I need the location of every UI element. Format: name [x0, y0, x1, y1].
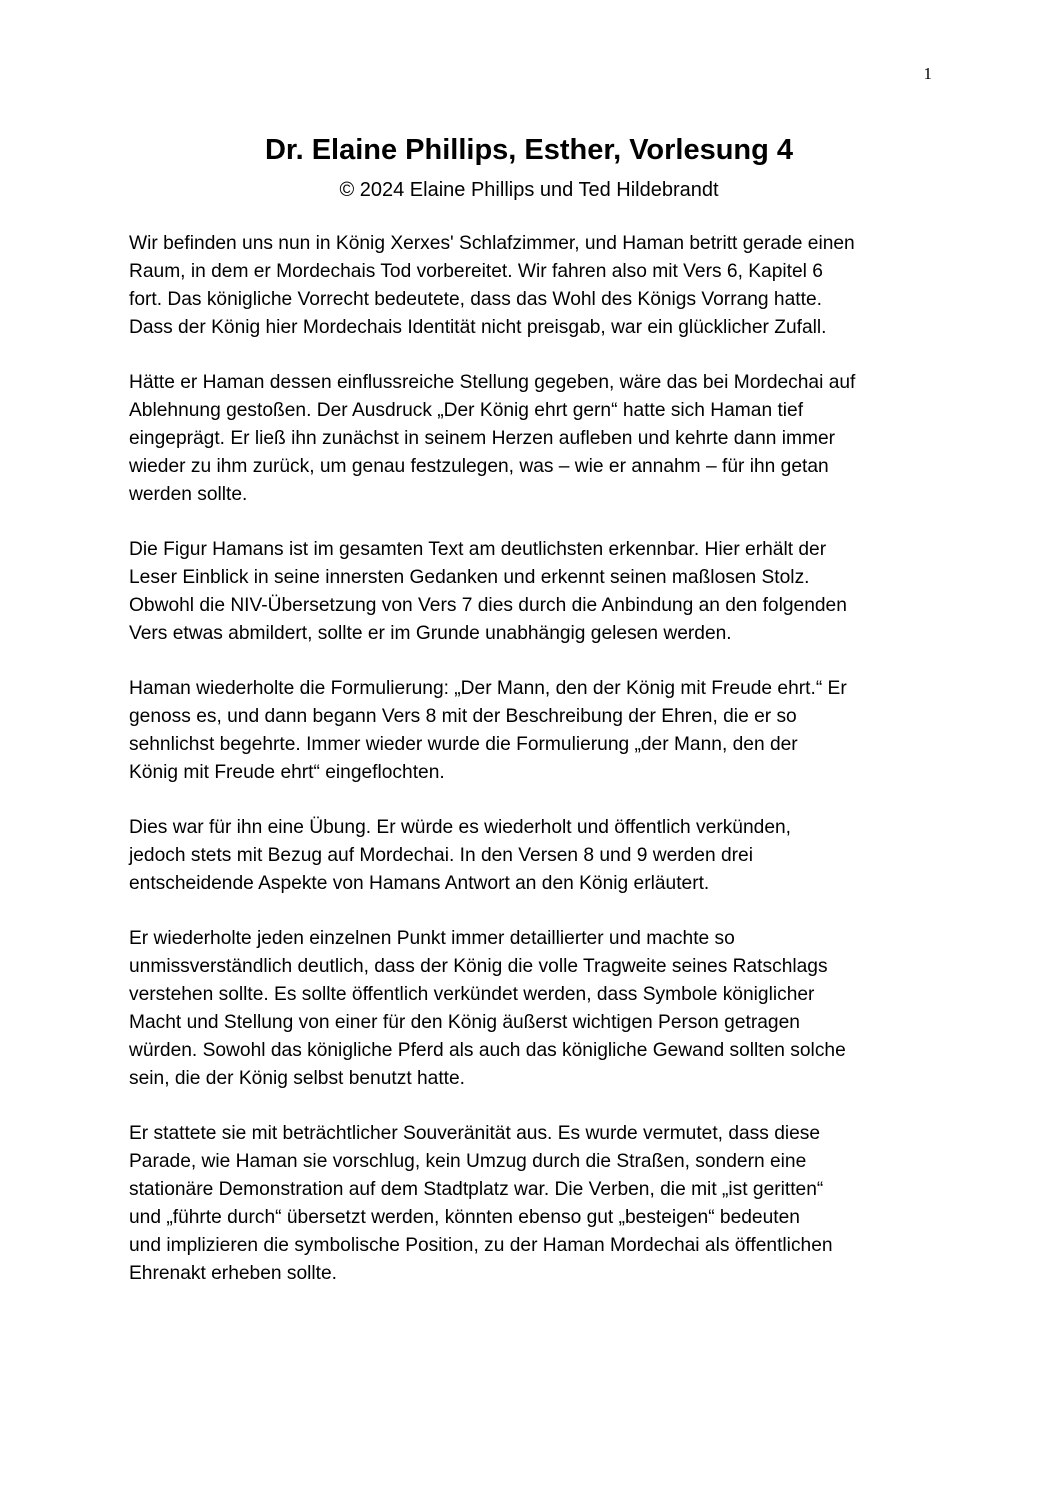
text-line: jedoch stets mit Bezug auf Mordechai. In den Versen 8 und 9 werden drei: [129, 845, 753, 866]
document-title: Dr. Elaine Phillips, Esther, Vorlesung 4: [264, 134, 794, 166]
paragraph: [129, 536, 931, 648]
text-line: sehnlichst begehrte. Immer wieder wurde die Formulierung „der Mann, den der: [129, 734, 798, 755]
page-number: 1: [923, 64, 932, 83]
text-line: Ehrenakt erheben sollte.: [129, 1263, 337, 1284]
text-line: Macht und Stellung von einer für den König äußerst wichtigen Person getragen: [129, 1012, 800, 1033]
text-line: stationäre Demonstration auf dem Stadtplatz war. Die Verben, die mit „ist geritten“: [129, 1179, 824, 1200]
text-line: wieder zu ihm zurück, um genau festzulegen, was – wie er annahm – für ihn getan: [129, 456, 829, 477]
text-line: Raum, in dem er Mordechais Tod vorbereitet. Wir fahren also mit Vers 6, Kapitel 6: [129, 261, 823, 282]
text-line: Vers etwas abmildert, sollte er im Grunde unabhängig gelesen werden.: [129, 623, 732, 644]
text-line: Haman wiederholte die Formulierung: „Der Mann, den der König mit Freude ehrt.“ Er: [129, 678, 847, 699]
text-line: Ablehnung gestoßen. Der Ausdruck „Der König ehrt gern“ hatte sich Haman tief: [129, 400, 804, 421]
text-line: Obwohl die NIV-Übersetzung von Vers 7 dies durch die Anbindung an den folgenden: [129, 595, 847, 616]
text-line: Dies war für ihn eine Übung. Er würde es wiederholt und öffentlich verkünden,: [129, 817, 791, 838]
text-line: Parade, wie Haman sie vorschlug, kein Umzug durch die Straßen, sondern eine: [129, 1151, 807, 1172]
copyright-line: © 2024 Elaine Phillips und Ted Hildebrandt: [339, 179, 719, 201]
text-line: Leser Einblick in seine innersten Gedanken und erkennt seinen maßlosen Stolz.: [129, 567, 810, 588]
text-line: Wir befinden uns nun in König Xerxes' Schlafzimmer, und Haman betritt gerade einen: [129, 233, 855, 254]
text-line: verstehen sollte. Es sollte öffentlich verkündet werden, dass Symbole königlicher: [129, 984, 815, 1005]
text-line: genoss es, und dann begann Vers 8 mit der Beschreibung der Ehren, die er so: [129, 706, 797, 727]
text-line: würden. Sowohl das königliche Pferd als auch das königliche Gewand sollten solche: [129, 1040, 846, 1061]
paragraph: [129, 230, 931, 342]
text-line: Dass der König hier Mordechais Identität nicht preisgab, war ein glücklicher Zufall.: [129, 317, 827, 338]
paragraph: [129, 925, 931, 1093]
text-line: unmissverständlich deutlich, dass der König die volle Tragweite seines Ratschlags: [129, 956, 828, 977]
text-line: werden sollte.: [129, 484, 248, 505]
text-line: sein, die der König selbst benutzt hatte.: [129, 1068, 465, 1089]
text-line: Er wiederholte jeden einzelnen Punkt immer detaillierter und machte so: [129, 928, 735, 949]
paragraph: [129, 814, 931, 898]
text-line: eingeprägt. Er ließ ihn zunächst in seinem Herzen aufleben und kehrte dann immer: [129, 428, 836, 449]
text-line: König mit Freude ehrt“ eingeflochten.: [129, 762, 445, 783]
document-body: [129, 230, 931, 1315]
paragraph: [129, 369, 931, 509]
paragraph: [129, 1120, 931, 1288]
text-line: Die Figur Hamans ist im gesamten Text am deutlichsten erkennbar. Hier erhält der: [129, 539, 827, 560]
text-line: Hätte er Haman dessen einflussreiche Stellung gegeben, wäre das bei Mordechai auf: [129, 372, 856, 393]
paragraph: [129, 675, 931, 787]
text-line: und implizieren die symbolische Position, zu der Haman Mordechai als öffentlichen: [129, 1235, 833, 1256]
text-line: und „führte durch“ übersetzt werden, könnten ebenso gut „besteigen“ bedeuten: [129, 1207, 800, 1228]
text-line: fort. Das königliche Vorrecht bedeutete, dass das Wohl des Königs Vorrang hatte.: [129, 289, 822, 310]
text-line: entscheidende Aspekte von Hamans Antwort an den König erläutert.: [129, 873, 710, 894]
text-line: Er stattete sie mit beträchtlicher Souveränität aus. Es wurde vermutet, dass diese: [129, 1123, 821, 1144]
